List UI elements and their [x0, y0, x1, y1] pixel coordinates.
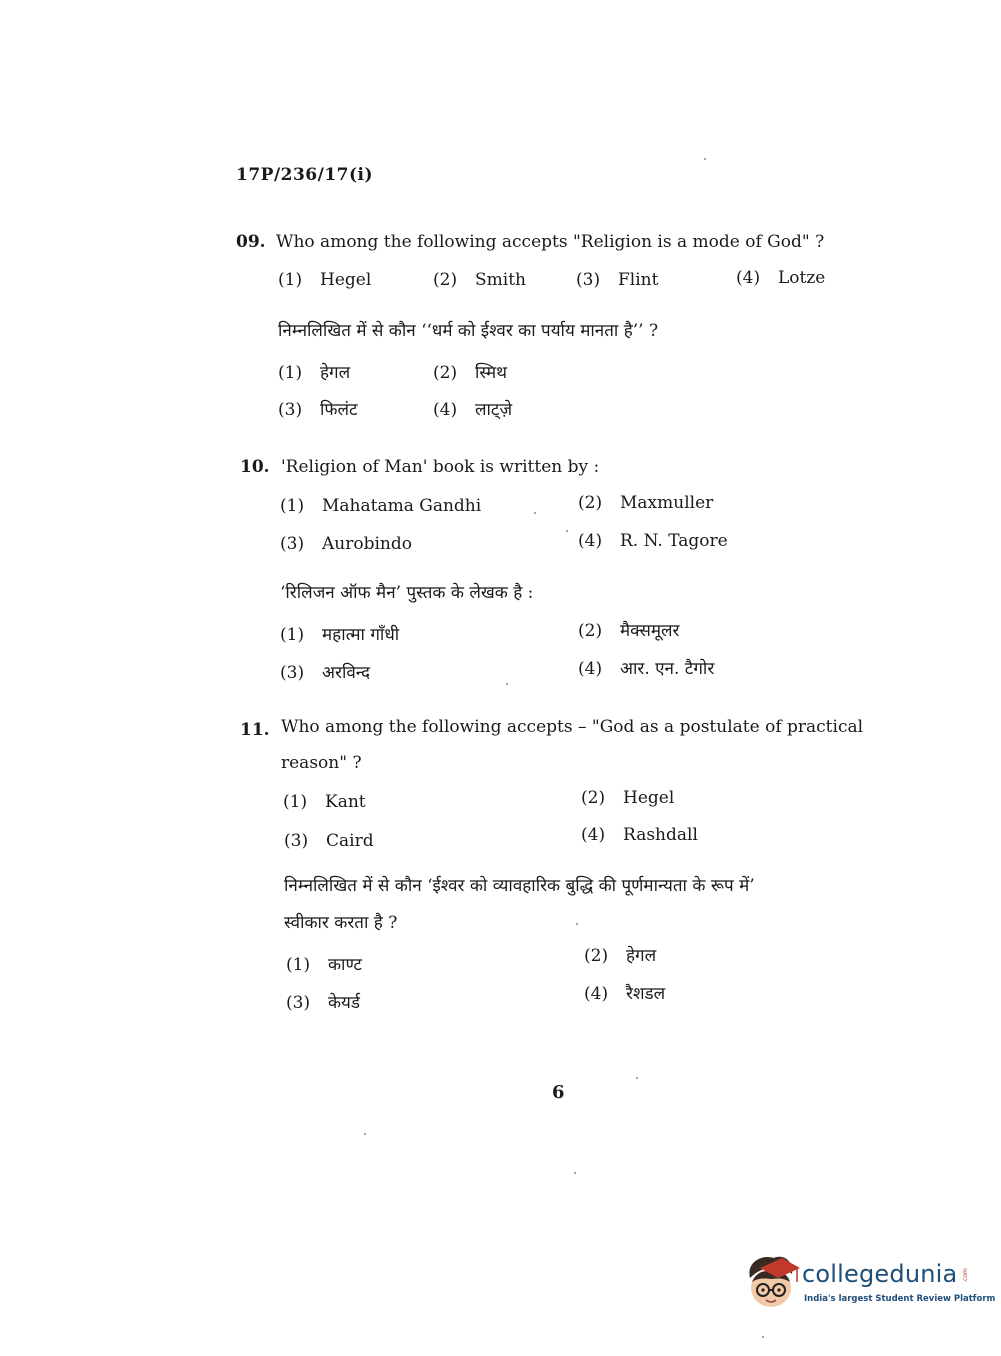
question-text-en: 'Religion of Man' book is written by :: [281, 457, 600, 477]
option-2-hi: [578, 618, 679, 641]
option-text: Lotze: [778, 268, 826, 288]
option-text: Rashdall: [623, 825, 698, 845]
logo-suffix: .com: [961, 1268, 969, 1283]
option-number: (2): [584, 946, 609, 966]
option-1: [278, 270, 371, 290]
option-text: स्मिथ: [475, 363, 508, 383]
option-number: (2): [578, 621, 603, 641]
option-number: (4): [581, 825, 606, 845]
option-text: Aurobindo: [322, 534, 412, 554]
question-text-hi-line1: निम्नलिखित में से कौन ‘ईश्वर को व्यावहारिक बुद्धि की पूर्णमान्यता के रूप में’: [284, 876, 755, 896]
option-text: Kant: [325, 792, 366, 812]
logo-tagline: India's largest Student Review Platform: [804, 1294, 996, 1304]
option-text: अरविन्द: [322, 663, 371, 683]
option-text: लाट्ज़े: [475, 400, 513, 420]
option-text: केयर्ड: [328, 993, 361, 1013]
option-2: [581, 788, 674, 808]
scan-speck: [576, 923, 578, 925]
option-number: (1): [283, 792, 308, 812]
option-text: Hegel: [320, 270, 372, 290]
option-number: (2): [578, 493, 603, 513]
scan-speck: [704, 158, 706, 160]
mascot-icon: [742, 1252, 800, 1312]
option-number: (1): [280, 625, 305, 645]
option-text: फिलंट: [320, 400, 358, 420]
option-number: (1): [278, 363, 303, 383]
option-text: Hegel: [623, 788, 675, 808]
option-2: [433, 270, 526, 290]
option-4-hi: [584, 981, 665, 1004]
option-number: (2): [433, 363, 458, 383]
option-text: Mahatama Gandhi: [322, 496, 482, 516]
option-4: [581, 825, 698, 845]
option-text: हेगल: [626, 946, 657, 966]
question-number: 11.: [240, 720, 270, 740]
option-number: (4): [433, 400, 458, 420]
logo-name: collegedunia: [802, 1260, 958, 1288]
option-3: [284, 831, 374, 851]
option-1: [280, 496, 481, 516]
option-number: (2): [581, 788, 606, 808]
option-number: (2): [433, 270, 458, 290]
option-number: (3): [280, 663, 305, 683]
option-4-hi: [578, 656, 714, 679]
question-text-en: Who among the following accepts "Religion is a mode of God" ?: [276, 232, 825, 252]
option-number: (3): [576, 270, 601, 290]
collegedunia-logo[interactable]: [742, 1252, 996, 1318]
scan-speck: [574, 1172, 576, 1174]
question-text-hi: ‘रिलिजन ऑफ मैन’ पुस्तक के लेखक है :: [280, 583, 534, 603]
option-number: (4): [584, 984, 609, 1004]
option-text: महात्मा गाँधी: [322, 625, 400, 645]
option-text: आर. एन. टैगोर: [620, 659, 715, 679]
option-4-hi: [433, 397, 512, 420]
paper-code: 17P/236/17(i): [236, 165, 374, 185]
option-3-hi: [280, 660, 370, 683]
scan-speck: [636, 1077, 638, 1079]
question-text-en-line1: Who among the following accepts – "God as a postulate of practical: [281, 717, 864, 737]
scan-speck: [566, 530, 568, 532]
scan-speck: [506, 683, 508, 685]
option-text: हेगल: [320, 363, 351, 383]
option-1: [283, 792, 366, 812]
question-number: 10.: [240, 457, 270, 477]
option-text: काण्ट: [328, 955, 362, 975]
option-text: रैशडल: [626, 984, 666, 1004]
option-text: Smith: [475, 270, 526, 290]
option-4: [736, 268, 825, 288]
page-number: 6: [552, 1082, 565, 1103]
option-number: (3): [280, 534, 305, 554]
scan-speck: [364, 1133, 366, 1135]
option-1-hi: [278, 360, 350, 383]
question-text-hi-line2: स्वीकार करता है ?: [284, 913, 398, 933]
option-2-hi: [433, 360, 507, 383]
option-number: (1): [286, 955, 311, 975]
option-text: Caird: [326, 831, 374, 851]
option-3-hi: [286, 990, 360, 1013]
option-number: (4): [578, 659, 603, 679]
option-1-hi: [286, 952, 362, 975]
scan-speck: [534, 512, 536, 514]
option-3: [576, 270, 658, 290]
scan-speck: [762, 1336, 764, 1338]
option-text: Maxmuller: [620, 493, 714, 513]
option-number: (1): [278, 270, 303, 290]
option-text: Flint: [618, 270, 659, 290]
option-number: (4): [578, 531, 603, 551]
option-4: [578, 531, 728, 551]
option-text: मैक्समूलर: [620, 621, 680, 641]
question-text-en-line2: reason" ?: [281, 753, 362, 773]
option-number: (1): [280, 496, 305, 516]
option-2: [578, 493, 713, 513]
option-1-hi: [280, 622, 399, 645]
option-text: R. N. Tagore: [620, 531, 728, 551]
option-2-hi: [584, 943, 656, 966]
option-3: [280, 534, 412, 554]
option-number: (3): [284, 831, 309, 851]
question-number: 09.: [236, 232, 266, 252]
question-text-hi: निम्नलिखित में से कौन ‘‘धर्म को ईश्वर का पर्याय मानता है’’ ?: [278, 321, 659, 341]
option-number: (3): [278, 400, 303, 420]
option-3-hi: [278, 397, 358, 420]
option-number: (4): [736, 268, 761, 288]
option-number: (3): [286, 993, 311, 1013]
